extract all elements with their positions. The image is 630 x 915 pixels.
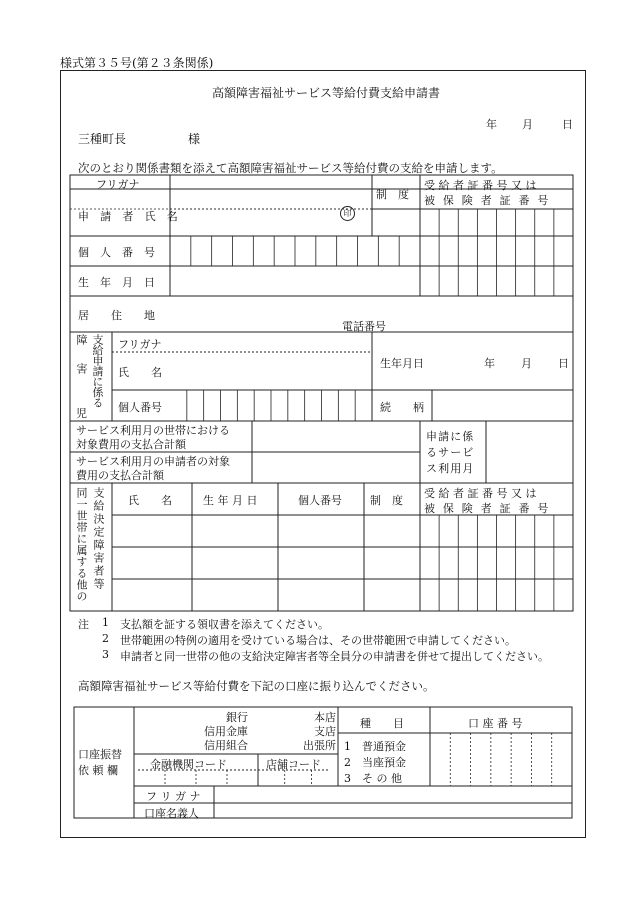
holder-furigana-label: フ リ ガ ナ [146, 790, 201, 803]
birthdate-label: 生 年 月 日 [78, 276, 155, 289]
applicant-total-field[interactable] [254, 454, 418, 482]
date-year: 年 [486, 118, 497, 131]
note-text-3: 申請者と同一世帯の他の支給決定障害者等全員分の申請書を併せて提出してください。 [120, 650, 549, 663]
child-birth-year: 年 [484, 357, 495, 370]
applicant-cert-line1: 受 給 者 証 番 号 又 は [424, 179, 537, 192]
child-vertical-right: 支給申請に係る [91, 334, 104, 408]
seal-mark [340, 206, 355, 221]
service-month-label-2: るサービ [426, 446, 475, 459]
bank-type-2: 信用金庫 [204, 725, 248, 738]
personal-number-field[interactable] [172, 238, 418, 264]
applicant-cert-line2: 被 保 険 者 証 番 号 [424, 194, 551, 207]
account-type-1[interactable]: 1 普通預金 [344, 740, 406, 753]
branch-type-3: 出張所 [303, 739, 336, 752]
intro-text: 次のとおり関係書類を添えて高額障害福祉サービス等給付費の支給を申請します。 [78, 161, 503, 175]
note-num-2: 2 [102, 632, 109, 645]
transfer-intro: 高額障害福祉サービス等給付費を下記の口座に振り込んでください。 [78, 679, 435, 693]
birthdate-field[interactable] [172, 268, 418, 294]
child-birth-day: 日 [558, 357, 569, 370]
note-text-1: 支払額を証する領収書を添えてください。 [120, 618, 329, 631]
personal-number-label: 個 人 番 号 [78, 246, 155, 259]
seal-label: 印 [343, 209, 352, 218]
applicant-total-line1: サービス利用月の申請者の対象 [76, 455, 230, 468]
account-type-3[interactable]: 3 そ の 他 [344, 772, 402, 785]
branch-code-label: 店舗コード [266, 758, 321, 771]
bank-type-1: 銀行 [226, 711, 248, 724]
account-number-header: 口 座 番 号 [468, 717, 523, 730]
child-name-label: 氏 名 [118, 366, 162, 379]
recipient-honorific: 様 [188, 132, 201, 146]
account-type-2[interactable]: 2 当座預金 [344, 756, 406, 769]
applicant-total-line2: 費用の支払合計額 [76, 469, 164, 482]
note-num-1: 1 [102, 616, 109, 629]
branch-code-field[interactable] [260, 771, 336, 785]
child-vertical-bottom: 児 [76, 407, 87, 420]
branch-type-2: 支店 [314, 725, 336, 738]
bank-type-3: 信用組合 [204, 739, 248, 752]
phone-label: 電話番号 [342, 320, 386, 333]
child-name-field[interactable] [172, 354, 370, 388]
service-month-label-1: 申請に係 [426, 430, 475, 443]
account-number-field[interactable] [432, 735, 570, 784]
child-relation-label: 続 柄 [380, 401, 424, 414]
household-vertical-right: 支給決定障害者等 [92, 487, 105, 591]
date-month: 月 [522, 118, 533, 131]
household-col-system: 制 度 [370, 494, 403, 507]
recipient-name: 三種町長 [78, 132, 127, 146]
household-vertical-left: 同一世帯に属する他の [75, 487, 88, 602]
bank-label-line2: 依 頼 欄 [78, 764, 118, 777]
account-type-header: 種 目 [360, 717, 404, 730]
child-birthdate-label: 生年月日 [380, 357, 424, 370]
bank-label-line1: 口座振替 [78, 748, 122, 761]
child-vertical-left: 障害 [75, 334, 88, 392]
applicant-furigana-label: フリガナ [96, 178, 140, 191]
branch-type-1: 本店 [314, 711, 336, 724]
household-col-name: 氏 名 [128, 494, 172, 507]
service-month-field[interactable] [488, 423, 571, 481]
child-birth-month: 月 [521, 357, 532, 370]
notes-label: 注 [78, 618, 89, 631]
child-furigana-label: フリガナ [118, 338, 162, 351]
note-text-2: 世帯範囲の特例の適用を受けている場合は、その世帯範囲で申請してください。 [120, 634, 516, 647]
holder-label: 口座名義人 [144, 807, 199, 820]
household-total-line2: 対象費用の支払合計額 [76, 438, 186, 451]
holder-field[interactable] [216, 805, 570, 817]
household-cert-line2: 被 保 険 者 証 番 号 [424, 502, 551, 515]
applicant-name-label: 申 請 者 氏 名 [78, 210, 182, 223]
date-day: 日 [562, 118, 573, 131]
household-col-personal: 個人番号 [298, 494, 342, 507]
form-title: 高額障害福祉サービス等給付費支給申請書 [212, 86, 441, 100]
household-cert-line1: 受 給 者 証 番 号 又 は [424, 487, 537, 500]
household-total-field[interactable] [254, 423, 418, 451]
institution-code-label: 金融機関コード [150, 758, 227, 771]
form-number: 様式第３５号(第２３条関係) [60, 56, 214, 70]
household-col-birth: 生 年 月 日 [203, 494, 258, 507]
household-total-line1: サービス利用月の世帯における [76, 424, 230, 437]
service-month-label-3: ス利用月 [426, 462, 475, 475]
note-num-3: 3 [102, 648, 109, 661]
institution-code-field[interactable] [136, 771, 256, 785]
child-personal-number-label: 個人番号 [118, 401, 162, 414]
address-label: 居 住 地 [78, 309, 155, 322]
applicant-system-label: 制 度 [376, 188, 409, 201]
